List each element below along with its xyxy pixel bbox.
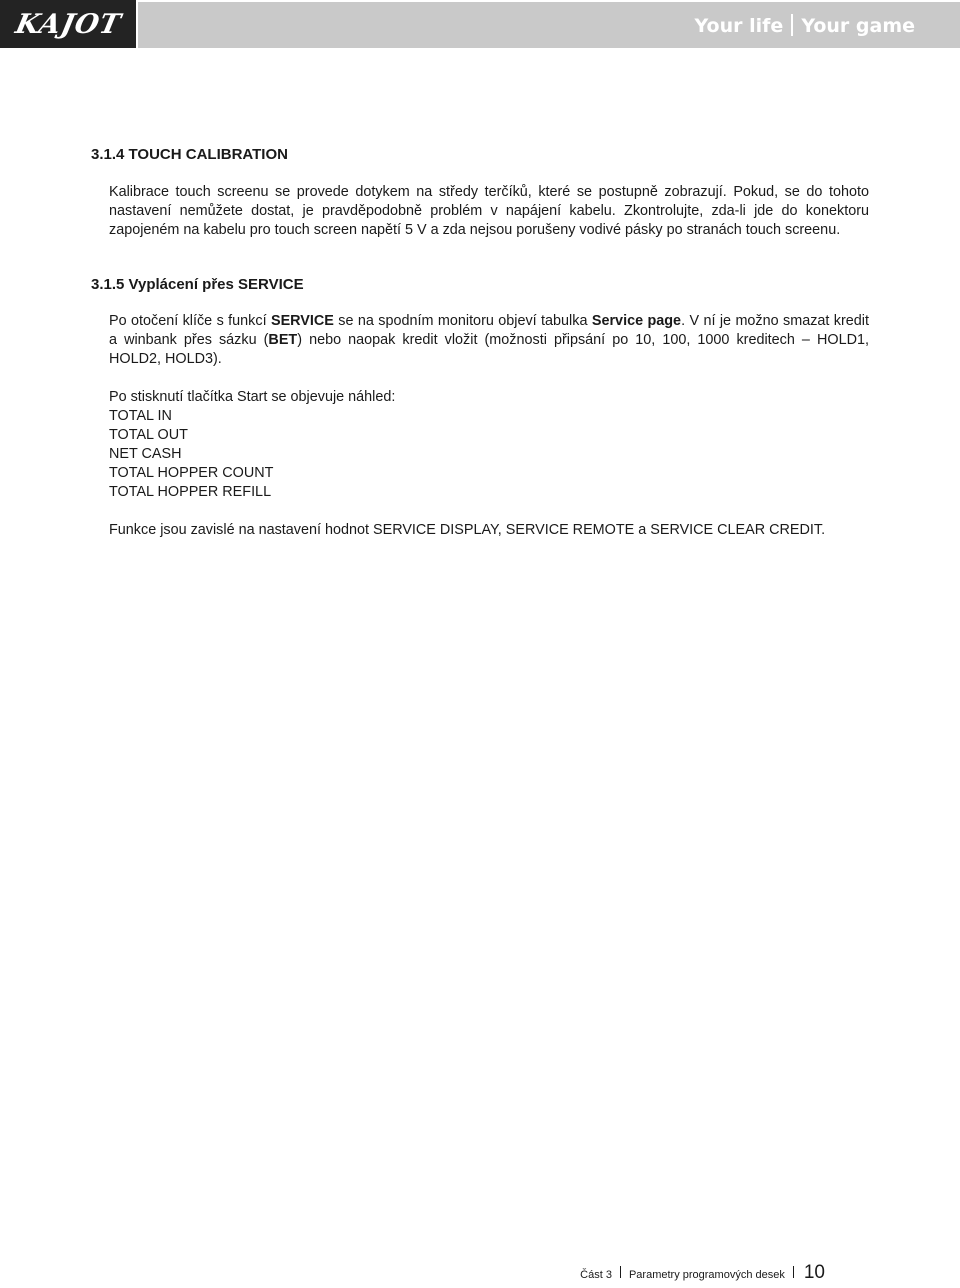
- footer-part: Část 3: [580, 1269, 612, 1281]
- text-run-bold: BET: [268, 332, 298, 348]
- logo-text: KAJOT: [12, 8, 124, 40]
- preview-list: [109, 407, 869, 502]
- slogan-left: Your life: [694, 14, 784, 37]
- heading-service-payout: 3.1.5 Vyplácení přes SERVICE: [91, 276, 304, 293]
- footer-title: Parametry programových desek: [628, 1269, 785, 1281]
- text-run: ) nebo naopak kredit vložit (možnosti připsání po 10, 100, 1000 kreditech – HOLD1, HOLD2, HOLD3).: [109, 332, 869, 367]
- page-header: [0, 0, 960, 48]
- list-item: TOTAL IN: [109, 408, 172, 424]
- text-run: se na spodním monitoru objeví tabulka: [333, 313, 592, 329]
- page-footer: [580, 1262, 825, 1284]
- paragraph-service-page: [109, 312, 869, 369]
- footer-divider: [793, 1266, 794, 1278]
- text-run-bold: Service page: [591, 313, 682, 329]
- slogan-divider: [791, 14, 793, 36]
- list-item: TOTAL HOPPER REFILL: [109, 484, 272, 500]
- text-run: . V ní je možno smazat kredit a winbank přes sázku (: [109, 313, 869, 348]
- paragraph-touch-calibration: Kalibrace touch screenu se provede dotykem na středy terčíků, které se postupně zobrazují. Pokud, se do tohoto nastavení nemůžete dostat, je pravděpodobně problém v napájení kabelu. Zkontrolujte, zda-li jde do konektoru zapojeném na kabelu pro touch screen napětí 5 V a zda nejsou porušeny vodivé pásky po stranách touch screenu.: [109, 184, 869, 238]
- logo: [0, 0, 136, 48]
- paragraph-preview-intro: Po stisknutí tlačítka Start se objevuje náhled:: [109, 389, 396, 405]
- page-number: 10: [803, 1262, 825, 1283]
- text-run-bold: SERVICE: [270, 313, 334, 329]
- footer-divider: [620, 1266, 621, 1278]
- text-run: Po otočení klíče s funkcí: [109, 313, 271, 329]
- slogan: [695, 14, 915, 37]
- page-content: [91, 146, 869, 540]
- paragraph-functions: Funkce jsou zavislé na nastavení hodnot SERVICE DISPLAY, SERVICE REMOTE a SERVICE CLEAR CREDIT.: [109, 522, 826, 538]
- list-item: NET CASH: [109, 446, 182, 462]
- heading-touch-calibration: 3.1.4 TOUCH CALIBRATION: [91, 146, 288, 163]
- header-bar: [138, 2, 960, 48]
- list-item: TOTAL OUT: [109, 427, 188, 443]
- slogan-right: Your game: [801, 14, 915, 37]
- list-item: TOTAL HOPPER COUNT: [109, 465, 274, 481]
